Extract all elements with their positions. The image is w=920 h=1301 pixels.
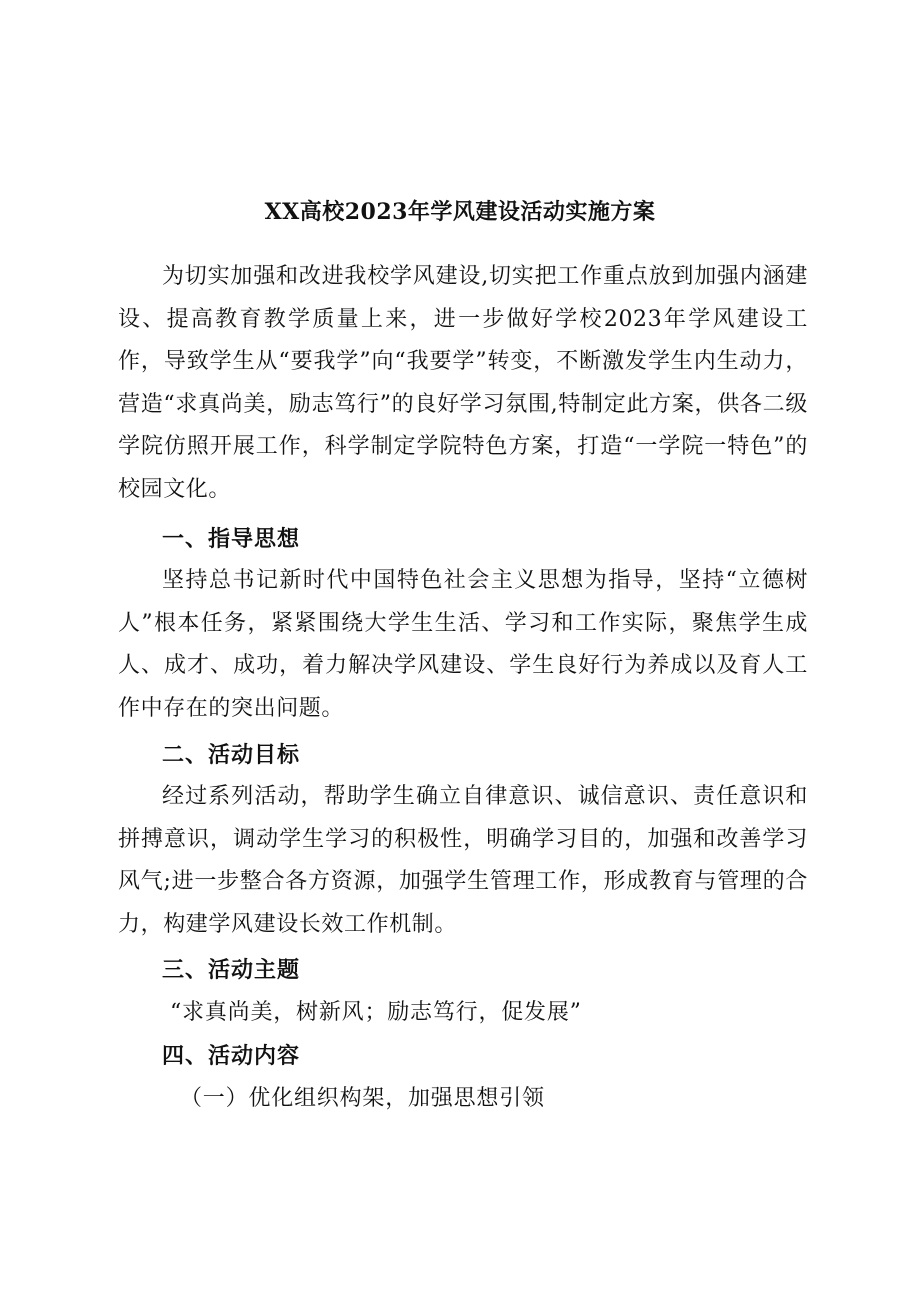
section-heading-activity-content: 四、活动内容: [162, 1043, 301, 1069]
section-paragraph-activity-goals: 经过系列活动，帮助学生确立自律意识、诚信意识、责任意识和拼搏意识，调动学生学习的积极性，明确学习目的，加强和改善学习风气;进一步整合各方资源，加强学生管理工作，形成教育与管理的合力，构建学风建设长效工作机制。: [118, 784, 808, 937]
activity-theme-slogan: “求真尚美，树新风；励志笃行，促发展”: [170, 1000, 582, 1025]
section-paragraph-guiding-ideology: 坚持总书记新时代中国特色社会主义思想为指导，坚持“立德树人”根本任务，紧紧围绕大学生生活、学习和工作实际，聚焦学生成人、成才、成功，着力解决学风建设、学生良好行为养成以及育人工作中存在的突出问题。: [118, 568, 808, 721]
section-heading-guiding-ideology: 一、指导思想: [162, 526, 301, 552]
intro-paragraph: 为切实加强和改进我校学风建设,切实把工作重点放到加强内涵建设、提高教育教学质量上来，进一步做好学校2023年学风建设工作，导致学生从“要我学”向“我要学”转变，不断激发学生内生动力，营造“求真尚美，励志笃行”的良好学习氛围,特制定此方案，供各二级学院仿照开展工作，科学制定学院特色方案，打造“一学院一特色”的校园文化。: [118, 264, 808, 502]
section-heading-activity-goals: 二、活动目标: [162, 742, 301, 768]
subsection-heading-org-structure: （一）优化组织构架，加强思想引领: [180, 1086, 545, 1111]
document-title: XX高校2023年学风建设活动实施方案: [264, 199, 656, 225]
section-heading-activity-theme: 三、活动主题: [162, 957, 301, 983]
